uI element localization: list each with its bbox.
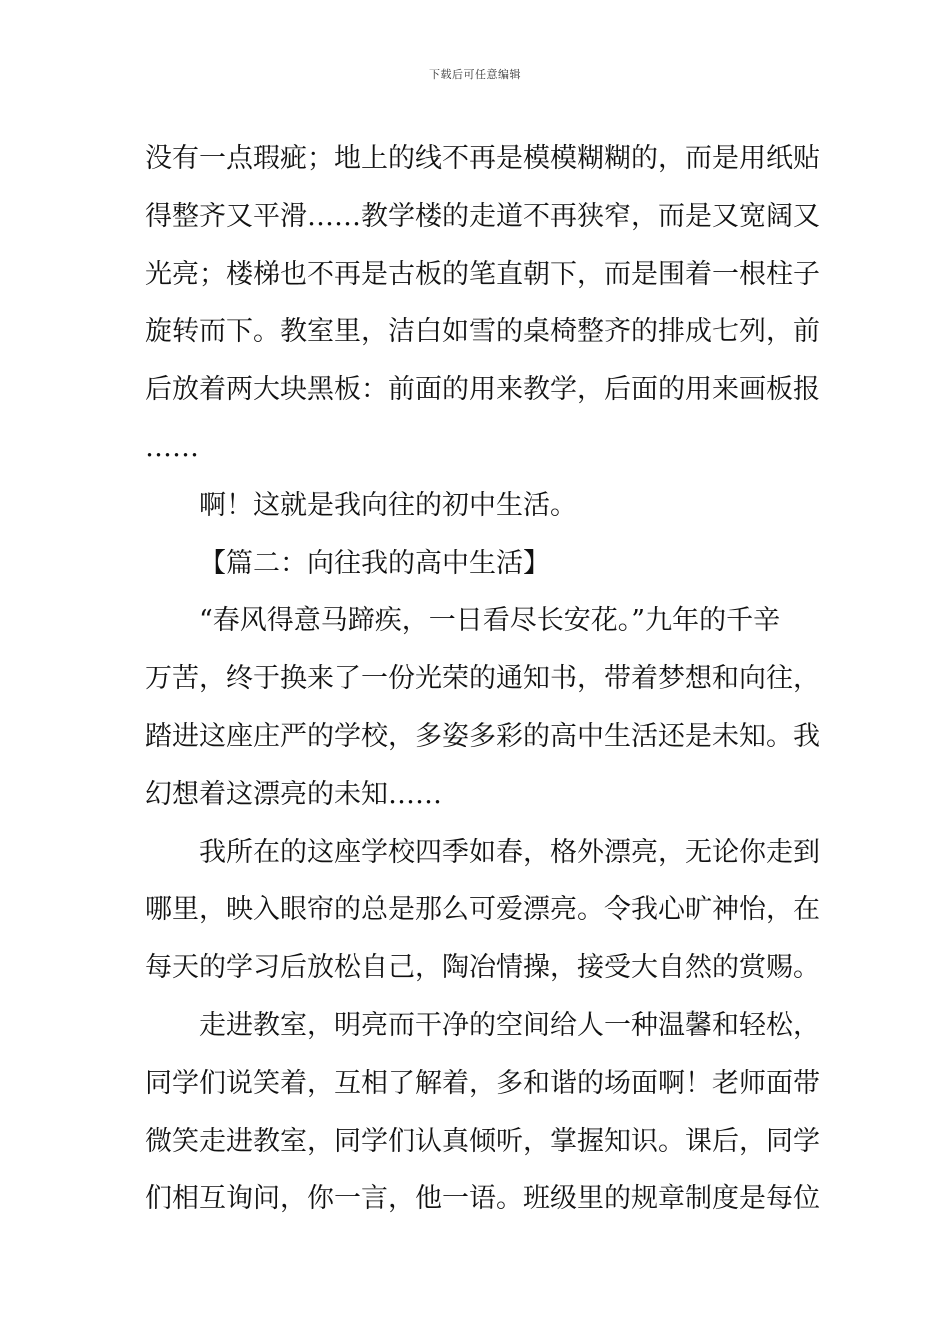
paragraph-classroom — [145, 997, 820, 1228]
text-line: 后放着两大块黑板：前面的用来教学，后面的用来画板报 — [145, 374, 820, 406]
paragraph-intro — [145, 592, 820, 823]
text-line: 啊！这就是我向往的初中生活。 — [199, 489, 577, 521]
text-line: 没有一点瑕疵；地上的线不再是模模糊糊的，而是用纸贴 — [145, 143, 820, 174]
text-line: 走进教室，明亮而干净的空间给人一种温馨和轻松， — [199, 1009, 820, 1041]
text-line: 旋转而下。教室里，洁白如雪的桌椅整齐的排成七列，前 — [145, 316, 820, 348]
page-header: 下载后可任意编辑 — [429, 68, 521, 81]
heading-text: 【篇二：向往我的高中生活】 — [199, 547, 550, 579]
paragraph-school — [145, 824, 820, 997]
text-line: 踏进这座庄严的学校，多姿多彩的高中生活还是未知。我 — [145, 720, 820, 752]
text-line: 得整齐又平滑……教学楼的走道不再狭窄，而是又宽阔又 — [145, 200, 820, 232]
section-heading — [145, 535, 815, 593]
text-line: 我所在的这座学校四季如春，格外漂亮，无论你走到 — [199, 836, 820, 868]
text-line: 微笑走进教室，同学们认真倾听，掌握知识。课后，同学 — [145, 1125, 820, 1157]
text-line: 万苦，终于换来了一份光荣的通知书，带着梦想和向往， — [145, 663, 820, 695]
paragraph-campus-description — [145, 130, 820, 477]
text-line: 每天的学习后放松自己，陶冶情操，接受大自然的赏赐。 — [145, 952, 820, 984]
document-body — [145, 130, 820, 1228]
text-line: 光亮；楼梯也不再是古板的笔直朝下，而是围着一根柱子 — [145, 258, 820, 290]
paragraph-exclamation — [145, 477, 815, 535]
text-line: “春风得意马蹄疾，一日看尽长安花。”九年的千辛 — [199, 605, 781, 637]
text-line: 们相互询问，你一言，他一语。班级里的规章制度是每位 — [145, 1183, 820, 1215]
text-line: …… — [145, 431, 199, 463]
text-line: 同学们说笑着，互相了解着，多和谐的场面啊！老师面带 — [145, 1067, 820, 1099]
text-line: 哪里，映入眼帘的总是那么可爱漂亮。令我心旷神怡，在 — [145, 894, 820, 926]
text-line: 幻想着这漂亮的未知…… — [145, 778, 442, 810]
